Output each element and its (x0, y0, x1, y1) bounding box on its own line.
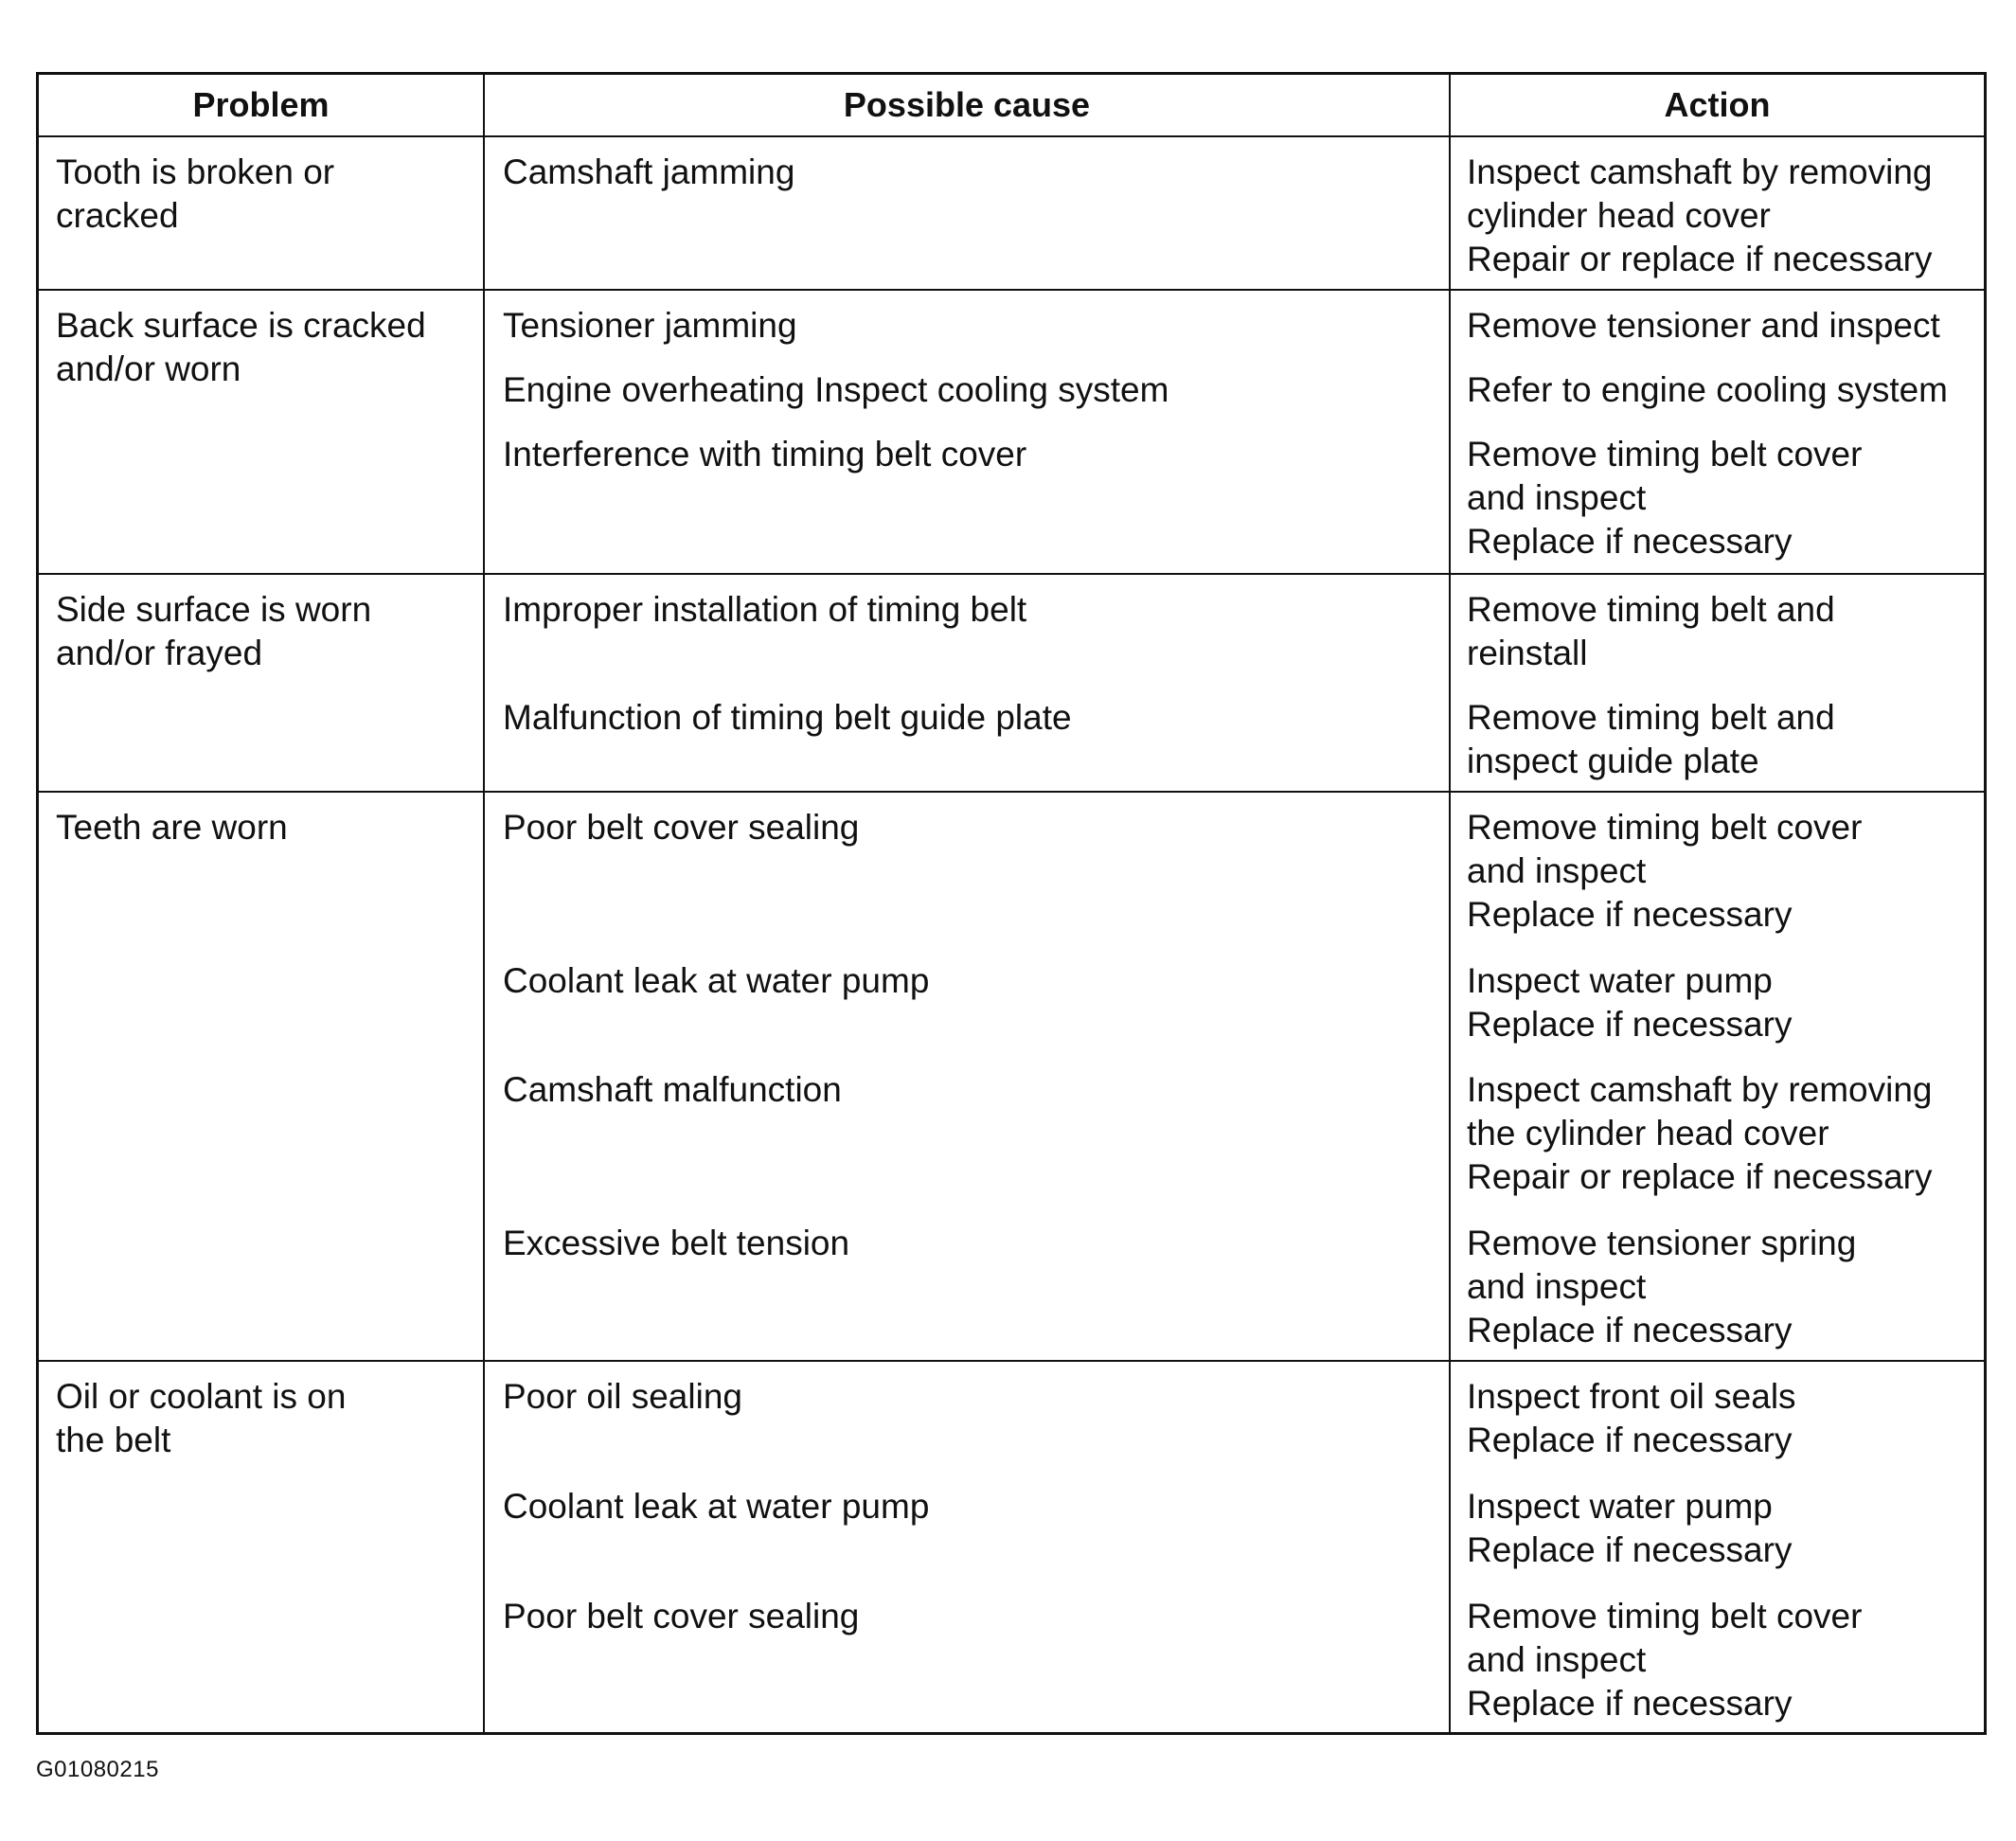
action-cell: Remove timing belt cover and inspect Replace if necessary (1467, 808, 1863, 934)
table-row (39, 291, 1984, 575)
header-action: Action (1664, 85, 1771, 124)
action-cell: Remove tensioner spring and inspect Replace if necessary (1467, 1224, 1857, 1349)
cause-cell: Camshaft jamming (503, 152, 795, 191)
action-cell: Inspect water pump Replace if necessary (1467, 961, 1793, 1044)
cause-cell: Poor oil sealing (503, 1377, 742, 1416)
cause-cell: Malfunction of timing belt guide plate (503, 698, 1072, 737)
table-row (39, 1362, 1984, 1732)
header-problem: Problem (192, 85, 330, 124)
table-row (39, 137, 1984, 291)
action-cell: Remove tensioner and inspect (1467, 306, 1940, 345)
cause-cell: Tensioner jamming (503, 306, 797, 345)
problem-cell: Oil or coolant is on the belt (56, 1377, 347, 1459)
table-row (39, 575, 1984, 793)
action-cell: Inspect camshaft by removing the cylinder head cover Repair or replace if necessary (1467, 1070, 1933, 1196)
problem-cell: Back surface is cracked and/or worn (56, 306, 426, 388)
action-cell: Remove timing belt and inspect guide plate (1467, 698, 1835, 780)
table-row (39, 793, 1984, 1362)
action-cell: Remove timing belt cover and inspect Replace if necessary (1467, 1597, 1863, 1723)
action-cell: Inspect front oil seals Replace if necessary (1467, 1377, 1796, 1459)
cause-cell: Excessive belt tension (503, 1224, 850, 1262)
cause-cell: Poor belt cover sealing (503, 808, 860, 847)
problem-cell: Teeth are worn (56, 808, 288, 847)
action-cell: Inspect camshaft by removing cylinder head cover Repair or replace if necessary (1467, 152, 1933, 278)
action-cell: Refer to engine cooling system (1467, 370, 1948, 409)
action-cell: Remove timing belt cover and inspect Replace if necessary (1467, 435, 1863, 561)
cause-cell: Interference with timing belt cover (503, 435, 1027, 474)
figure-code: G01080215 (36, 1757, 159, 1782)
cause-cell: Improper installation of timing belt (503, 590, 1027, 629)
cause-cell: Camshaft malfunction (503, 1070, 842, 1109)
header-possible-cause: Possible cause (843, 85, 1091, 124)
action-cell: Inspect water pump Replace if necessary (1467, 1487, 1793, 1569)
cause-cell: Coolant leak at water pump (503, 961, 930, 1000)
problem-cell: Tooth is broken or cracked (56, 152, 335, 235)
cause-cell: Engine overheating Inspect cooling system (503, 370, 1169, 409)
cause-cell: Coolant leak at water pump (503, 1487, 930, 1526)
problem-cell: Side surface is worn and/or frayed (56, 590, 372, 672)
table-header (39, 75, 1984, 137)
troubleshooting-table (36, 72, 1987, 1735)
cause-cell: Poor belt cover sealing (503, 1597, 860, 1635)
action-cell: Remove timing belt and reinstall (1467, 590, 1835, 672)
